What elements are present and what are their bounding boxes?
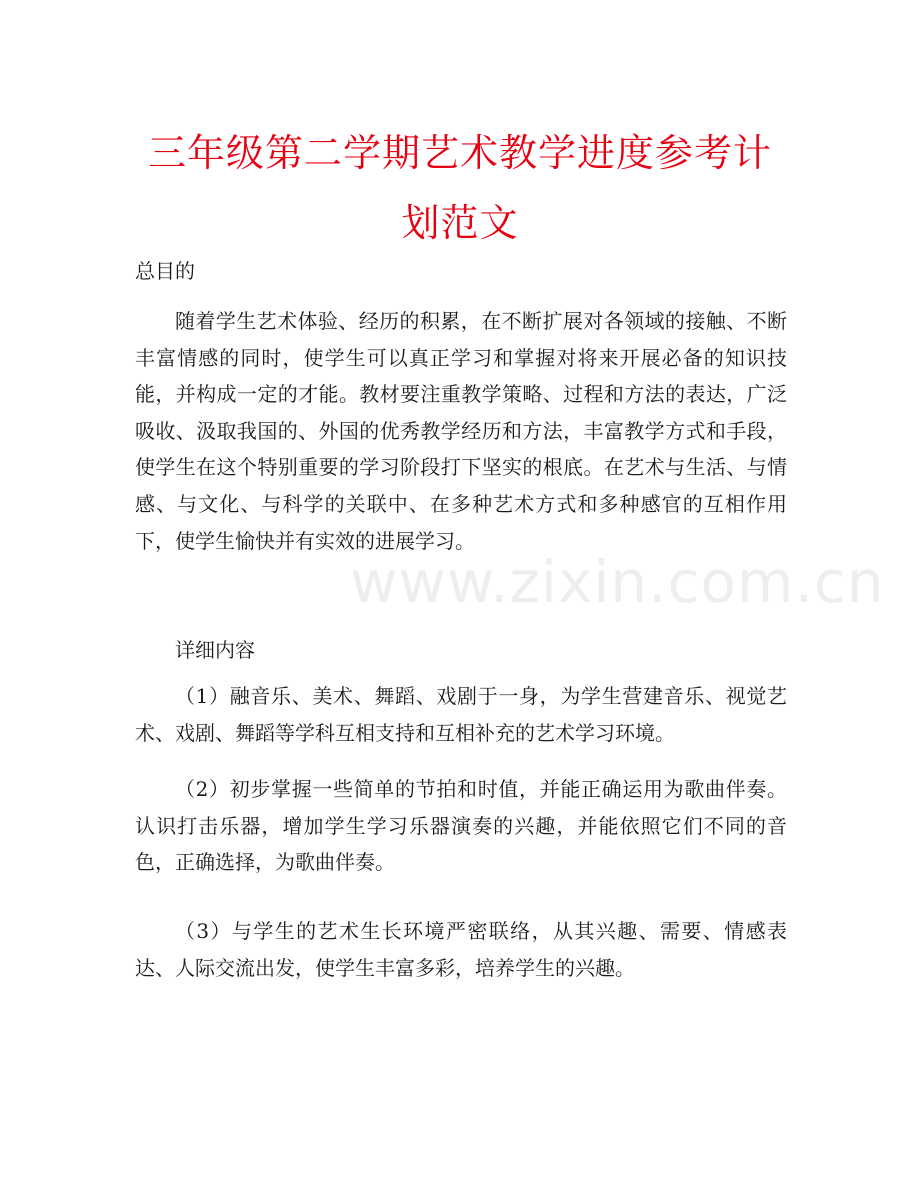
goal-paragraph: 随着学生艺术体验、经历的积累，在不断扩展对各领域的接触、不断丰富情感的同时，使学生可以真正学习和掌握对将来开展必备的知识技能，并构成一定的才能。教材要注重教学策略、过程和方法的表达，广泛吸收、汲取我国的、外国的优秀教学经历和方法，丰富教学方式和手段，使学生在这个特别重要的学习阶段打下坚实的根底。在艺术与生活、与情感、与文化、与科学的关联中、在多种艺术方式和多种感官的互相作用下，使学生愉快并有实效的进展学习。 (135, 309, 787, 553)
document-title: 三年级第二学期艺术教学进度参考计划范文 (147, 131, 772, 245)
content-heading: 详细内容 (175, 638, 255, 662)
content-item-2: （2）初步掌握一些简单的节拍和时值，并能正确运用为歌曲伴奏。认识打击乐器，增加学生学习乐器演奏的兴趣，并能依照它们不同的音色，正确选择，为歌曲伴奏。 (135, 777, 787, 875)
content-item-3: （3）与学生的艺术生长环境严密联络，从其兴趣、需要、情感表达、人际交流出发，使学生丰富多彩，培养学生的兴趣。 (135, 919, 787, 980)
watermark: www.zixin.com.cn (350, 548, 885, 616)
content-item-1: （1）融音乐、美术、舞蹈、戏剧于一身，为学生营建音乐、视觉艺术、戏剧、舞蹈等学科互相支持和互相补充的艺术学习环境。 (135, 684, 787, 745)
goal-heading: 总目的 (135, 259, 195, 283)
